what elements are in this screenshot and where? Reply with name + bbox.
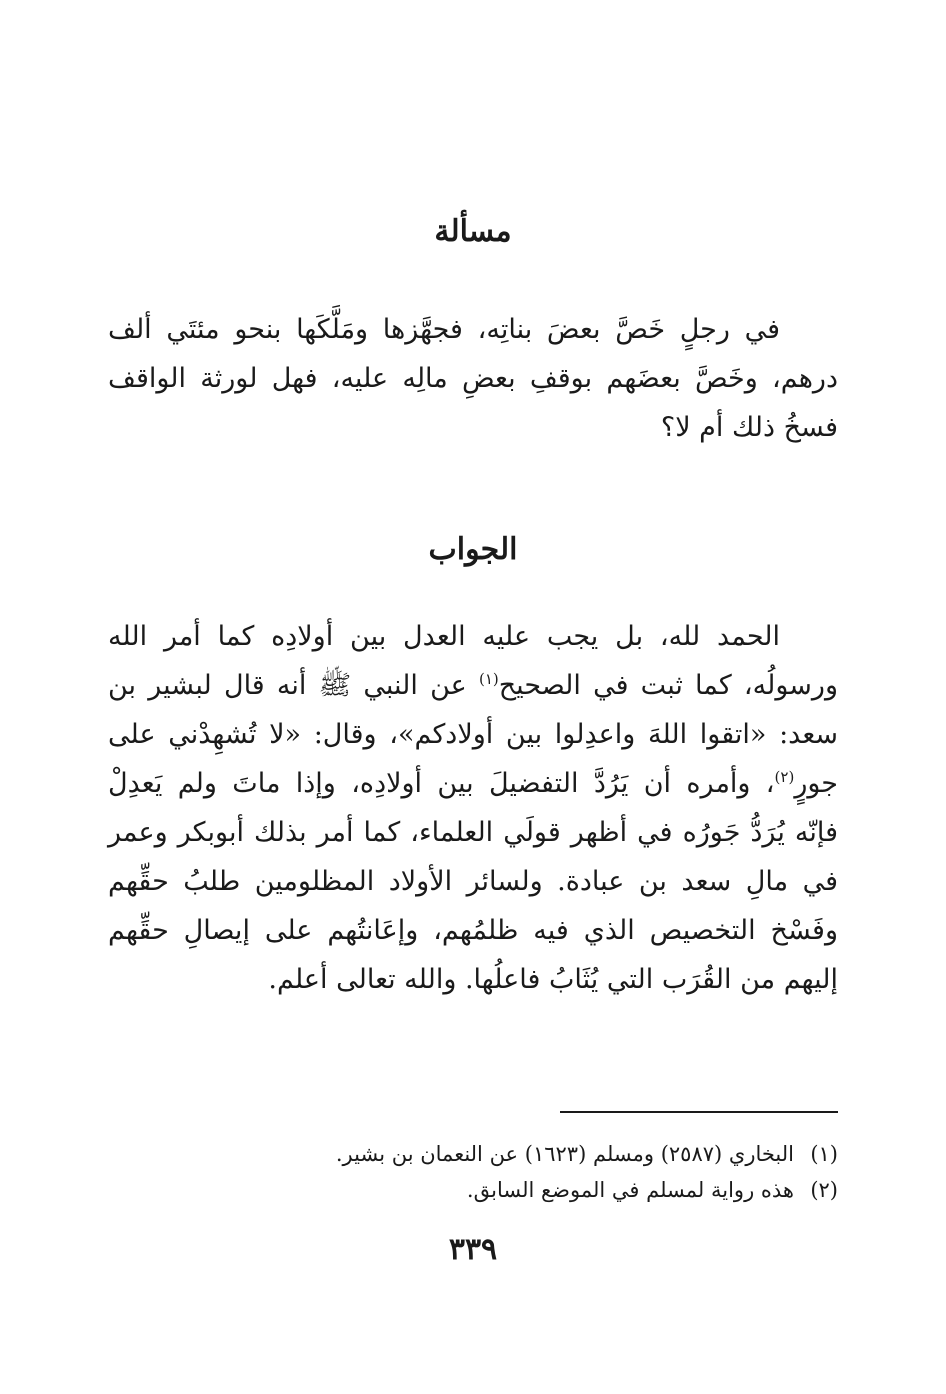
answer-line-part: ورسولُه، كما ثبت في الصحيح — [498, 670, 838, 701]
question-line: درهم، وخَصَّ بعضَهم بوقفِ بعضِ مالِه عليه، فهل لورثة الواقف — [108, 363, 838, 394]
answer-line: في مالِ سعد بن عبادة. ولسائر الأولاد المظلومين طلبُ حقِّهم — [108, 866, 838, 897]
footnote-number: (٢) — [810, 1178, 838, 1202]
question-line: فسخُ ذلك أم لا؟ — [660, 412, 838, 443]
footnote-2 — [108, 1172, 838, 1208]
footnote-1 — [108, 1136, 838, 1172]
answer-line-part: عن النبي ﷺ أنه قال لبشير بن — [108, 670, 467, 701]
answer-line: إليهم من القُرَب التي يُثَابُ فاعلُها. والله تعالى أعلم. — [268, 964, 838, 995]
footnote-reference-2[interactable]: (٢) — [774, 768, 795, 786]
footnote-reference-1[interactable]: (١) — [478, 670, 499, 688]
answer-line: سعد: «اتقوا اللهَ واعدِلوا بين أولادكم»، وقال: «لا تُشهِدْني على — [108, 719, 838, 750]
footnote-text: هذه رواية لمسلم في الموضع السابق. — [466, 1178, 794, 1202]
question-paragraph — [108, 305, 838, 452]
page-number: ٣٣٩ — [448, 1232, 498, 1267]
answer-line — [108, 759, 838, 808]
answer-line — [108, 661, 838, 710]
answer-paragraph — [108, 612, 838, 1004]
footnote-text: البخاري (٢٥٨٧) ومسلم (١٦٢٣) عن النعمان بن بشير. — [335, 1142, 794, 1166]
footnote-number: (١) — [810, 1142, 838, 1166]
answer-line-part: ، وأمره أن يَرُدَّ التفضيلَ بين أولادِه، وإذا ماتَ ولم يَعدِلْ — [108, 768, 775, 799]
answer-line-part: جورٍ — [794, 768, 838, 799]
answer-heading: الجواب — [428, 532, 518, 567]
answer-line: فإنّه يُرَدُّ جَورُه في أظهر قولَي العلماء، كما أمر بذلك أبوبكر وعمر — [108, 817, 838, 848]
footnotes-section — [108, 1136, 838, 1208]
answer-line: وفَسْخ التخصيص الذي فيه ظلمُهم، وإعَانتُهم على إيصالِ حقِّهم — [108, 915, 838, 946]
answer-line: الحمد لله، بل يجب عليه العدل بين أولادِه كما أمر الله — [108, 621, 780, 652]
question-line: في رجلٍ خَصَّ بعضَ بناتِه، فجهَّزها ومَلَّكَها بنحو مئتَي ألف — [108, 314, 780, 345]
question-heading: مسألة — [434, 214, 512, 249]
footnote-divider — [560, 1111, 838, 1113]
